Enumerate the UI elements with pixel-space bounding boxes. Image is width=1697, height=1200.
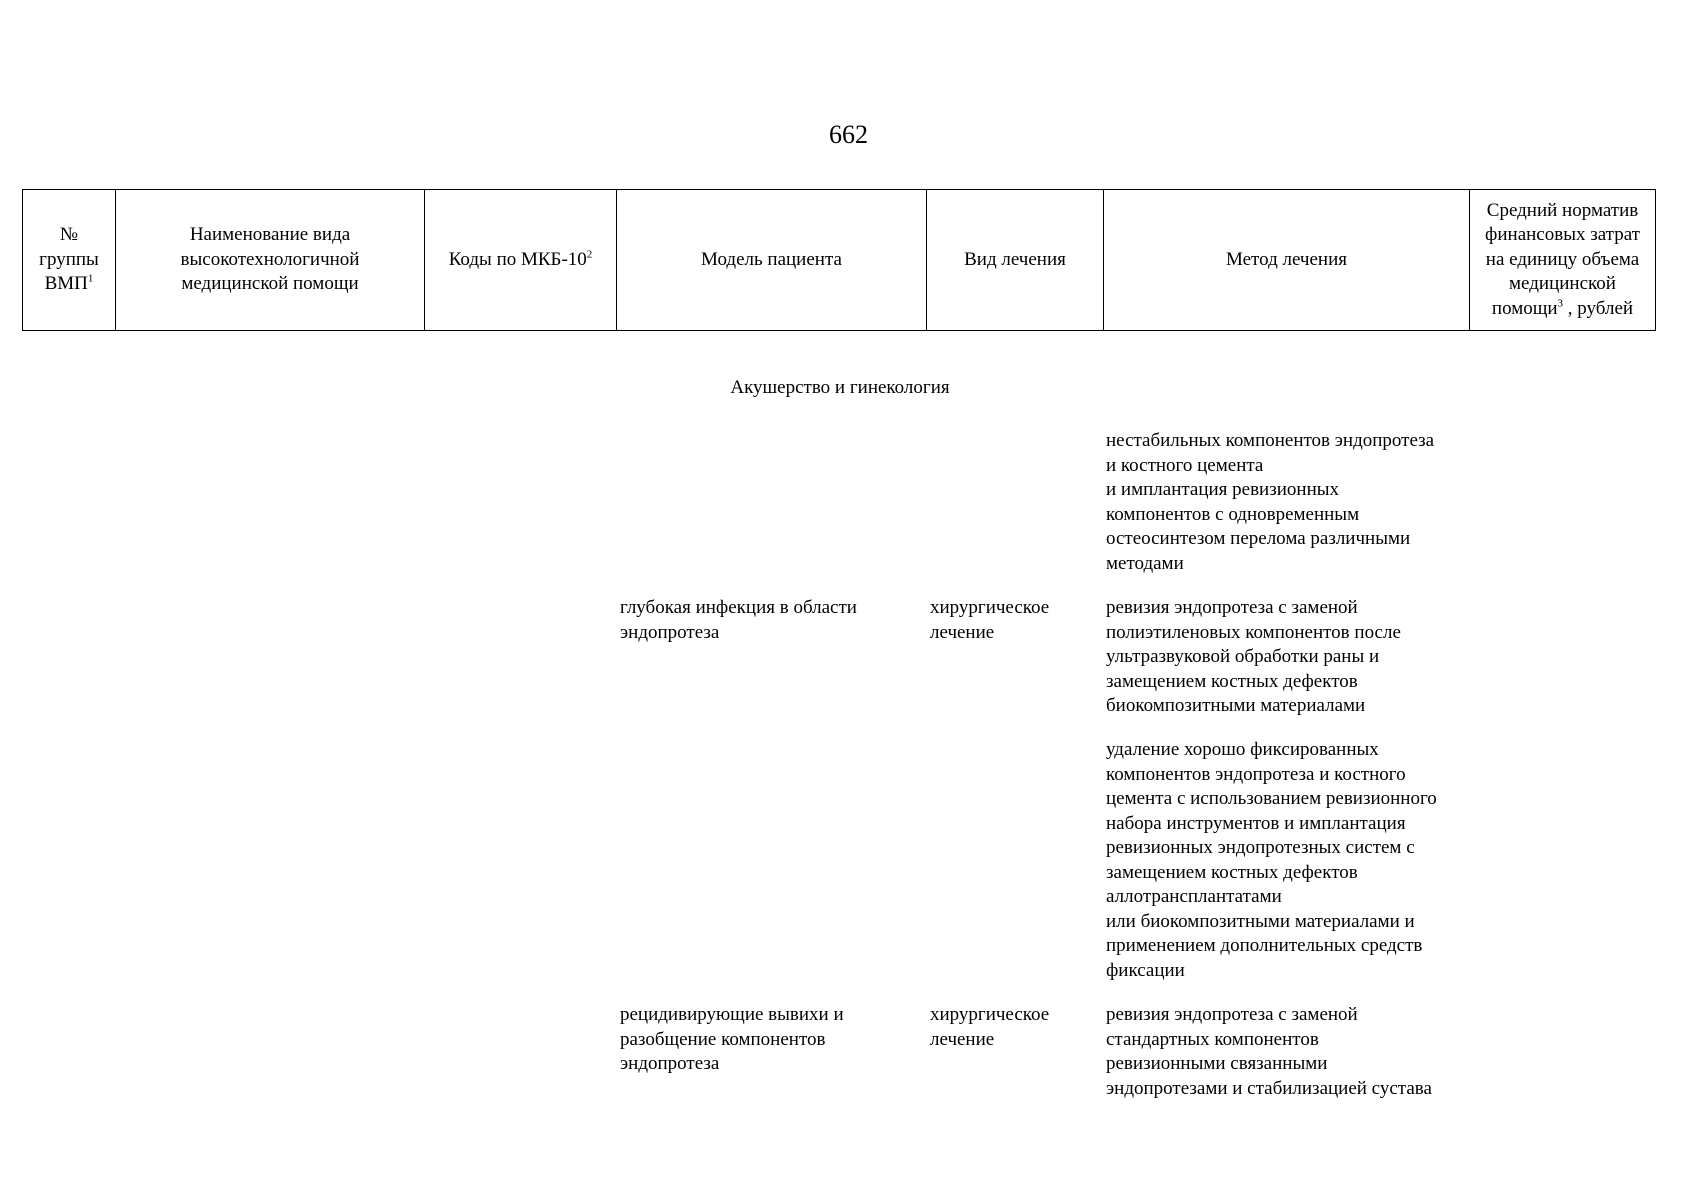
header-care-name <box>116 190 425 331</box>
treatment-method-cell: нестабильных компонентов эндопротеза и костного цемента и имплантация ревизионных компонентов с одновременным остеосинтезом перелома различными методами <box>1106 430 1435 574</box>
header-treatment-method <box>1104 190 1470 331</box>
header-cost-norm-text: Средний норматив финансовых затрат на единицу объема медицинской помощи <box>1485 199 1640 319</box>
header-patient-model-text: Модель пациента <box>701 248 842 270</box>
footnote-marker: 1 <box>87 272 94 285</box>
header-care-name-text: Наименование вида высокотехнологичной медицинской помощи <box>180 224 360 295</box>
header-treatment-method-text: Метод лечения <box>1225 248 1347 270</box>
header-cost-norm-suffix: , рублей <box>1563 297 1634 319</box>
table-header <box>22 189 1656 331</box>
footnote-marker: 3 <box>1557 297 1564 310</box>
treatment-method-cell: ревизия эндопротеза с заменой стандартных компонентов ревизионными связанными эндопротезами и стабилизацией сустава <box>1106 1004 1432 1099</box>
patient-model-cell: глубокая инфекция в области эндопротеза <box>620 597 857 643</box>
table-header-row <box>23 190 1656 331</box>
header-patient-model <box>617 190 927 331</box>
treatment-type-cell: хирургическое лечение <box>930 1004 1050 1050</box>
patient-model-cell: рецидивирующие вывихи и разобщение компонентов эндопротеза <box>620 1004 844 1074</box>
treatment-method-cell: ревизия эндопротеза с заменой полиэтиленовых компонентов после ультразвуковой обработки раны и замещением костных дефектов биокомпозитными материалами <box>1106 597 1401 716</box>
treatment-method-cell: удаление хорошо фиксированных компонентов эндопротеза и костного цемента с использованием ревизионного набора инструментов и имплантация ревизионных эндопротезных систем с замещением костных дефектов аллотрансплантатами или биокомпозитными материалами и применением дополнительных средств фиксации <box>1106 739 1437 981</box>
page-number: 662 <box>829 120 868 149</box>
footnote-marker: 2 <box>586 248 593 261</box>
header-group-number-text: № группы ВМП <box>39 224 99 295</box>
header-treatment-type <box>927 190 1104 331</box>
header-group-number <box>23 190 116 331</box>
header-cost-norm <box>1470 190 1656 331</box>
header-treatment-type-text: Вид лечения <box>964 248 1066 270</box>
treatment-type-cell: хирургическое лечение <box>930 597 1050 643</box>
header-icd-codes-text: Коды по МКБ-10 <box>448 248 587 270</box>
header-icd-codes <box>425 190 617 331</box>
section-title: Акушерство и гинекология <box>730 377 950 398</box>
